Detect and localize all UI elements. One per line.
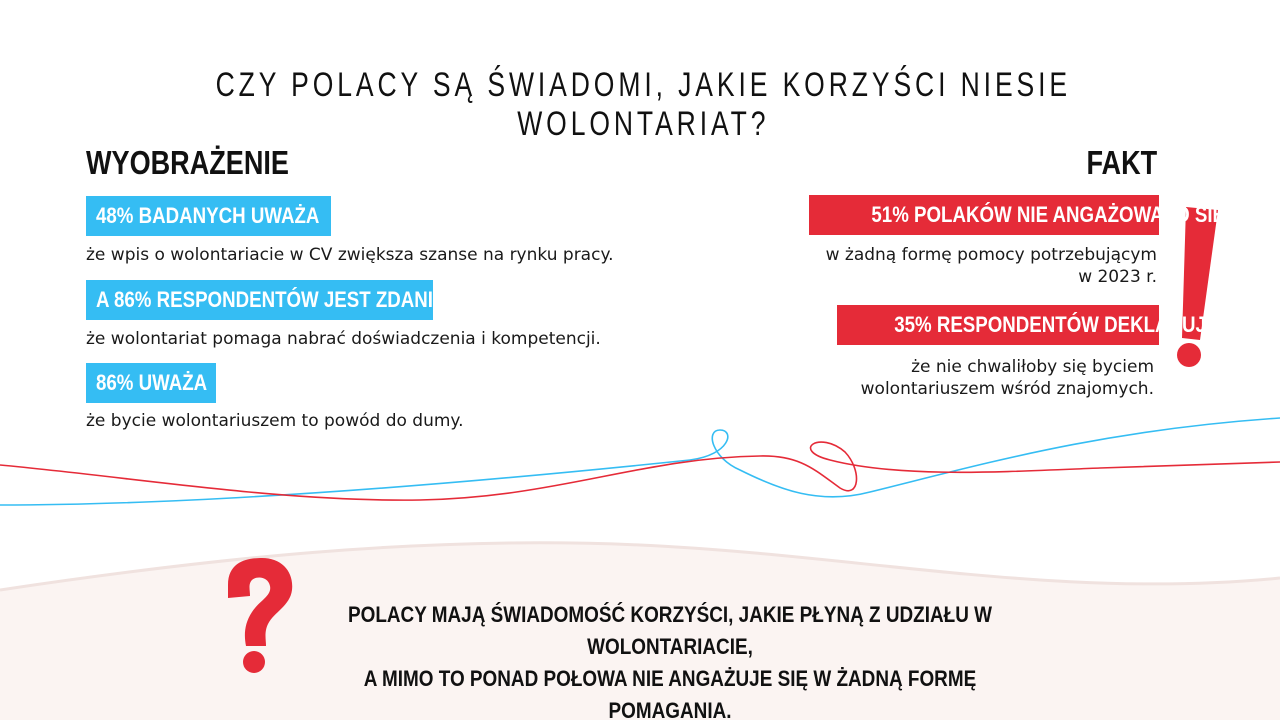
column-heading-imagination: WYOBRAŻENIE	[86, 144, 289, 181]
red-wave-line	[0, 442, 1280, 500]
column-heading-fact: FAKT	[1086, 144, 1157, 181]
conclusion-text	[300, 599, 1040, 727]
stat-tag-label: 48% BADANYCH UWAŻA	[96, 203, 320, 228]
stat-description-pride: że bycie wolontariuszem to powód do dumy.	[86, 411, 464, 431]
stat-tag-label: 51% POLAKÓW NIE ANGAŻOWAŁO SIĘ	[871, 202, 1225, 227]
stat-tag-label: 86% UWAŻA	[96, 370, 208, 395]
stat-tag-86-percent-respondents	[86, 280, 447, 320]
stat-tag-51-percent	[809, 195, 1225, 235]
stat-tag-label: A 86% RESPONDENTÓW JEST ZDANIA	[96, 287, 447, 312]
stat-description-no-help	[826, 244, 1157, 288]
description-line: w żadną formę pomocy potrzebującym	[825, 245, 1157, 265]
stat-description-cv: że wpis o wolontariacie w CV zwiększa szanse na rynku pracy.	[86, 245, 614, 265]
page-title: CZY POLACY SĄ ŚWIADOMI, JAKIE KORZYŚCI NIESIE WOLONTARIAT?	[215, 66, 1071, 143]
stat-description-experience: że wolontariat pomaga nabrać doświadczenia i kompetencji.	[86, 329, 601, 349]
stat-description-not-boast	[861, 356, 1154, 400]
stat-tag-35-percent	[837, 305, 1219, 345]
description-line: że nie chwaliłoby się byciem	[911, 357, 1154, 377]
conclusion-line-1: POLACY MAJĄ ŚWIADOMOŚĆ KORZYŚCI, JAKIE PŁYNĄ Z UDZIAŁU W WOLONTARIACIE,	[347, 602, 993, 659]
description-line: wolontariuszem wśród znajomych.	[860, 379, 1154, 399]
stat-tag-86-percent	[86, 363, 216, 403]
conclusion-line-2: A MIMO TO PONAD POŁOWA NIE ANGAŻUJE SIĘ W ŻADNĄ FORMĘ POMAGANIA.	[363, 666, 977, 723]
stat-tag-label: 35% RESPONDENTÓW DEKLARUJE	[894, 312, 1219, 337]
description-line: w 2023 r.	[1078, 267, 1157, 287]
stat-tag-48-percent	[86, 196, 331, 236]
